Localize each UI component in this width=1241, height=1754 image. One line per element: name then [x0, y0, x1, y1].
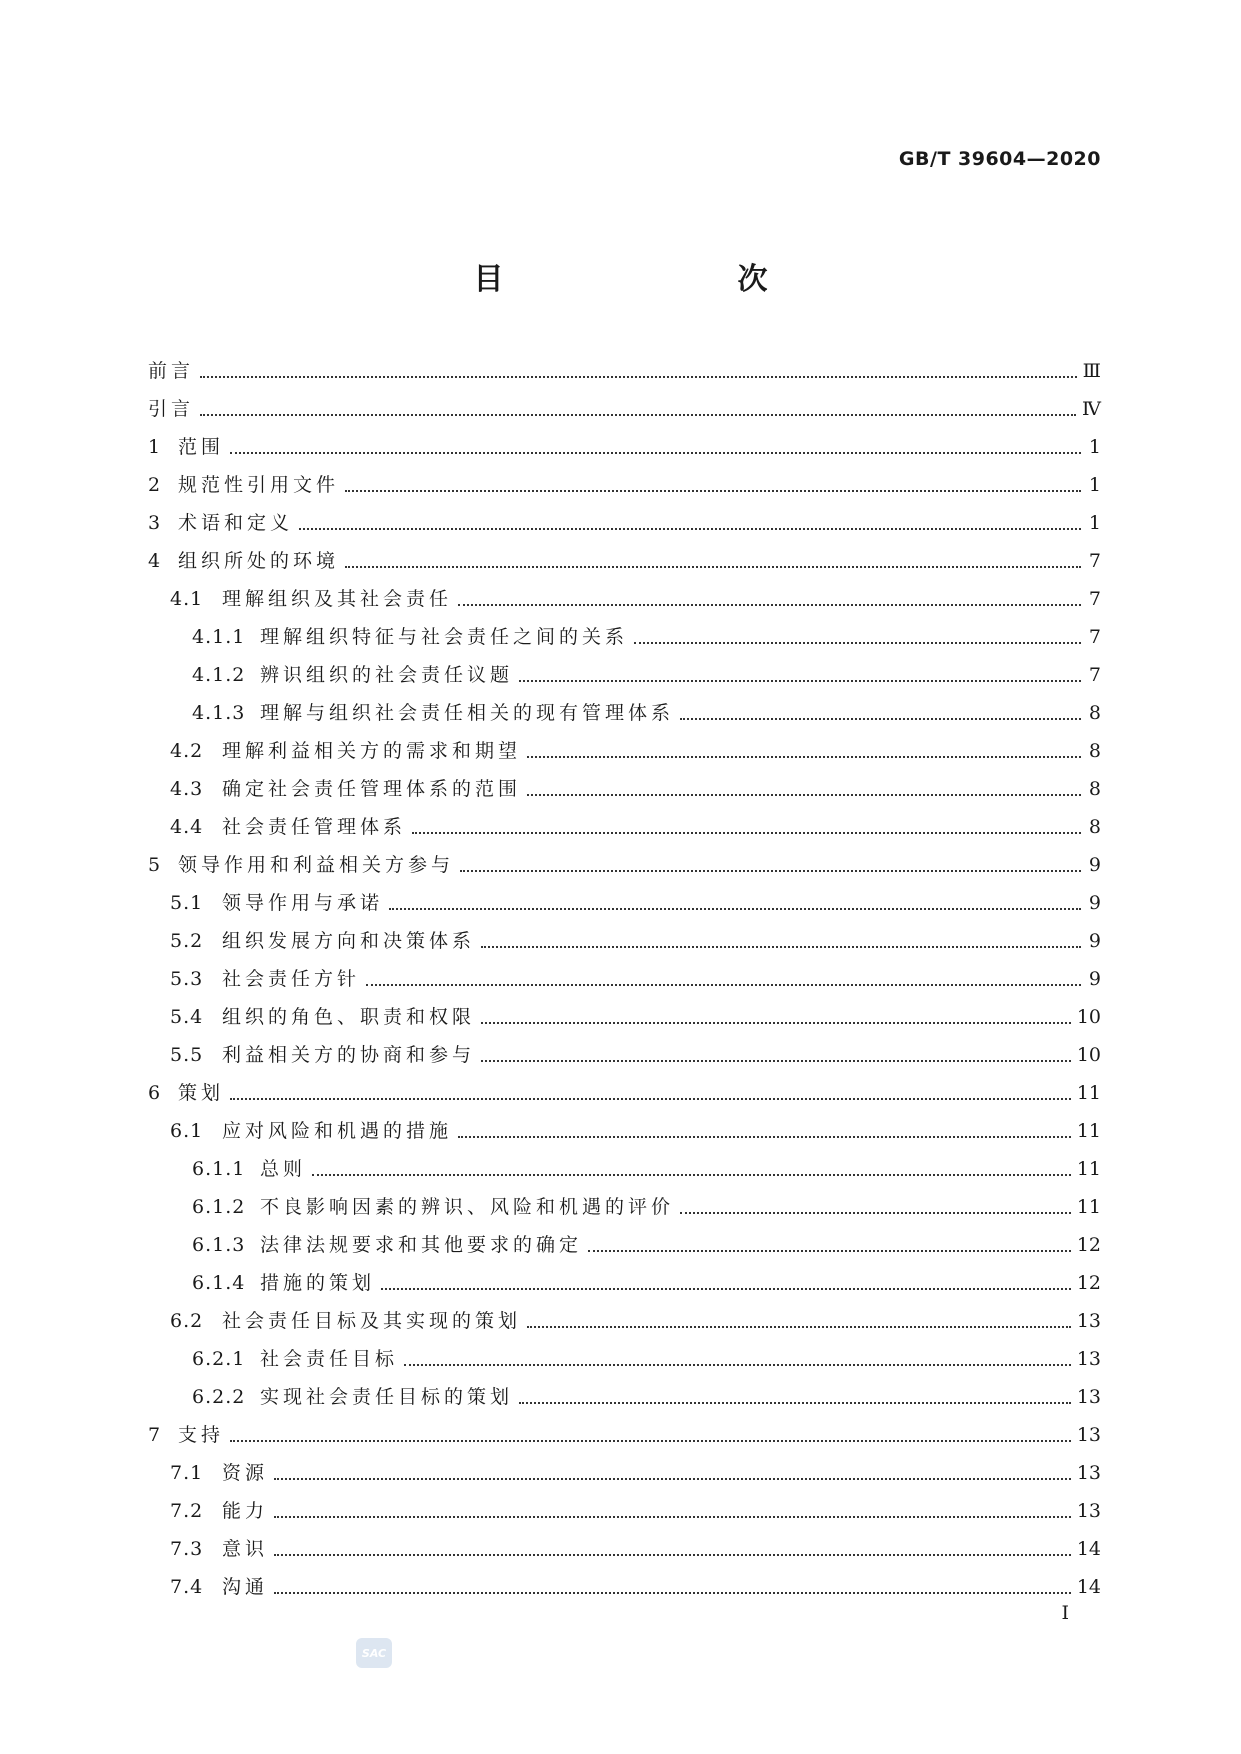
toc-entry-number: 4.1.3 — [192, 702, 246, 724]
toc-entry-number: 6.1.3 — [192, 1234, 246, 1256]
toc-entry-page: 1 — [1088, 436, 1101, 458]
toc-entry-page: Ⅳ — [1082, 398, 1101, 420]
toc-entry[interactable] — [148, 732, 1101, 770]
toc-dot-leader — [381, 1288, 1071, 1290]
toc-dot-leader — [200, 376, 1077, 378]
toc-entry[interactable] — [148, 580, 1101, 618]
toc-entry[interactable] — [148, 1302, 1101, 1340]
toc-entry-number: 5.2 — [170, 930, 204, 952]
toc-entry[interactable] — [148, 1492, 1101, 1530]
toc-dot-leader — [519, 680, 1081, 682]
page-title: 目 次 — [473, 262, 826, 297]
standard-code: GB/T 39604—2020 — [898, 148, 1101, 170]
toc-entry-number: 5.3 — [170, 968, 204, 990]
toc-entry-page: 10 — [1076, 1044, 1101, 1066]
toc-entry-page: 11 — [1076, 1196, 1101, 1218]
toc-dot-leader — [527, 794, 1081, 796]
toc-entry-number: 5.4 — [170, 1006, 204, 1028]
toc-entry-label: 理解组织特征与社会责任之间的关系 — [260, 626, 629, 648]
toc-entry-number: 7.4 — [170, 1576, 204, 1598]
toc-entry-number: 6.2 — [170, 1310, 204, 1332]
toc-dot-leader — [481, 1060, 1071, 1062]
table-of-contents — [148, 352, 1101, 1606]
toc-entry-label: 总则 — [260, 1158, 307, 1180]
toc-entry-label: 组织发展方向和决策体系 — [222, 930, 476, 952]
toc-entry-label: 应对风险和机遇的措施 — [222, 1120, 453, 1142]
toc-entry-number: 4.1.1 — [192, 626, 246, 648]
toc-dot-leader — [274, 1478, 1071, 1480]
toc-entry[interactable] — [148, 504, 1101, 542]
toc-entry-page: 7 — [1088, 588, 1101, 610]
toc-entry-label: 法律法规要求和其他要求的确定 — [260, 1234, 583, 1256]
toc-entry-page: 7 — [1088, 550, 1101, 572]
toc-entry-label: 社会责任目标及其实现的策划 — [222, 1310, 522, 1332]
toc-entry-number: 3 — [148, 512, 162, 534]
toc-entry[interactable] — [148, 1378, 1101, 1416]
toc-entry-page: 8 — [1088, 816, 1101, 838]
toc-entry-number: 4.1.2 — [192, 664, 246, 686]
toc-entry-number: 6.1.1 — [192, 1158, 246, 1180]
toc-entry-number: 7.3 — [170, 1538, 204, 1560]
toc-entry-page: 1 — [1088, 474, 1101, 496]
toc-entry-label: 组织所处的环境 — [178, 550, 340, 572]
toc-entry[interactable] — [148, 1568, 1101, 1606]
toc-entry[interactable] — [148, 466, 1101, 504]
toc-entry[interactable] — [148, 960, 1101, 998]
toc-dot-leader — [460, 870, 1081, 872]
toc-entry-label: 利益相关方的协商和参与 — [222, 1044, 476, 1066]
toc-entry-page: 11 — [1076, 1120, 1101, 1142]
toc-dot-leader — [527, 756, 1081, 758]
toc-entry-page: 10 — [1076, 1006, 1101, 1028]
toc-entry-label: 措施的策划 — [260, 1272, 376, 1294]
toc-entry-number: 7 — [148, 1424, 162, 1446]
toc-entry-page: 1 — [1088, 512, 1101, 534]
toc-entry[interactable] — [148, 352, 1101, 390]
toc-entry-page: 14 — [1076, 1576, 1101, 1598]
toc-entry[interactable] — [148, 1226, 1101, 1264]
toc-entry-page: 12 — [1076, 1234, 1101, 1256]
toc-entry-page: 13 — [1076, 1310, 1101, 1332]
toc-dot-leader — [230, 452, 1081, 454]
toc-entry-label: 不良影响因素的辨识、风险和机遇的评价 — [260, 1196, 675, 1218]
toc-entry-number: 6 — [148, 1082, 162, 1104]
toc-dot-leader — [458, 1136, 1071, 1138]
toc-entry-page: 9 — [1088, 968, 1101, 990]
toc-entry-label: 社会责任目标 — [260, 1348, 399, 1370]
toc-dot-leader — [527, 1326, 1071, 1328]
toc-entry[interactable] — [148, 1340, 1101, 1378]
toc-entry-page: 11 — [1076, 1082, 1101, 1104]
toc-dot-leader — [274, 1592, 1071, 1594]
toc-dot-leader — [588, 1250, 1071, 1252]
toc-dot-leader — [404, 1364, 1071, 1366]
toc-entry-number: 5.5 — [170, 1044, 204, 1066]
toc-entry-label: 术语和定义 — [178, 512, 294, 534]
toc-entry-label: 辨识组织的社会责任议题 — [260, 664, 514, 686]
toc-entry[interactable] — [148, 1150, 1101, 1188]
toc-entry-number: 2 — [148, 474, 162, 496]
toc-entry-number: 4.2 — [170, 740, 204, 762]
toc-entry-label: 策划 — [178, 1082, 225, 1104]
toc-entry-number: 5.1 — [170, 892, 204, 914]
toc-entry[interactable] — [148, 1074, 1101, 1112]
toc-dot-leader — [345, 490, 1081, 492]
toc-entry-number: 4 — [148, 550, 162, 572]
toc-entry[interactable] — [148, 428, 1101, 466]
toc-entry-label: 确定社会责任管理体系的范围 — [222, 778, 522, 800]
toc-entry-label: 资源 — [222, 1462, 269, 1484]
toc-dot-leader — [230, 1098, 1071, 1100]
toc-entry-page: 11 — [1076, 1158, 1101, 1180]
toc-entry[interactable] — [148, 618, 1101, 656]
toc-entry-page: Ⅲ — [1082, 360, 1101, 382]
toc-entry[interactable] — [148, 390, 1101, 428]
toc-entry[interactable] — [148, 1112, 1101, 1150]
toc-entry-page: 8 — [1088, 702, 1101, 724]
toc-entry-number: 7.1 — [170, 1462, 204, 1484]
toc-dot-leader — [312, 1174, 1071, 1176]
toc-dot-leader — [481, 1022, 1071, 1024]
toc-dot-leader — [680, 1212, 1071, 1214]
toc-entry-number: 4.3 — [170, 778, 204, 800]
toc-dot-leader — [458, 604, 1081, 606]
toc-entry-number: 6.1.4 — [192, 1272, 246, 1294]
toc-entry-label: 前言 — [148, 360, 195, 382]
toc-entry-label: 组织的角色、职责和权限 — [222, 1006, 476, 1028]
toc-entry-number: 6.2.1 — [192, 1348, 246, 1370]
toc-entry[interactable] — [148, 922, 1101, 960]
toc-entry-number: 5 — [148, 854, 162, 876]
toc-dot-leader — [481, 946, 1081, 948]
toc-entry-number: 6.1.2 — [192, 1196, 246, 1218]
toc-entry[interactable] — [148, 808, 1101, 846]
toc-entry-label: 领导作用与承诺 — [222, 892, 384, 914]
toc-entry-page: 13 — [1076, 1500, 1101, 1522]
toc-entry-label: 领导作用和利益相关方参与 — [178, 854, 455, 876]
toc-dot-leader — [389, 908, 1081, 910]
toc-entry-page: 13 — [1076, 1424, 1101, 1446]
toc-entry-page: 8 — [1088, 740, 1101, 762]
toc-entry-page: 13 — [1076, 1386, 1101, 1408]
toc-entry[interactable] — [148, 884, 1101, 922]
toc-entry-label: 规范性引用文件 — [178, 474, 340, 496]
toc-entry[interactable] — [148, 694, 1101, 732]
toc-entry-page: 9 — [1088, 930, 1101, 952]
toc-entry-label: 引言 — [148, 398, 195, 420]
toc-entry-label: 社会责任管理体系 — [222, 816, 407, 838]
toc-entry-number: 6.1 — [170, 1120, 204, 1142]
toc-entry[interactable] — [148, 1454, 1101, 1492]
toc-dot-leader — [200, 414, 1076, 416]
toc-dot-leader — [274, 1554, 1071, 1556]
toc-entry-number: 6.2.2 — [192, 1386, 246, 1408]
toc-entry-page: 14 — [1076, 1538, 1101, 1560]
toc-dot-leader — [366, 984, 1081, 986]
toc-entry-page: 8 — [1088, 778, 1101, 800]
toc-dot-leader — [274, 1516, 1071, 1518]
toc-dot-leader — [412, 832, 1081, 834]
toc-entry[interactable] — [148, 1416, 1101, 1454]
toc-entry[interactable] — [148, 998, 1101, 1036]
toc-entry[interactable] — [148, 542, 1101, 580]
toc-entry[interactable] — [148, 1036, 1101, 1074]
toc-entry-number: 4.1 — [170, 588, 204, 610]
toc-entry-label: 理解与组织社会责任相关的现有管理体系 — [260, 702, 675, 724]
toc-entry[interactable] — [148, 1188, 1101, 1226]
toc-entry[interactable] — [148, 656, 1101, 694]
toc-entry-label: 社会责任方针 — [222, 968, 361, 990]
toc-entry-number: 4.4 — [170, 816, 204, 838]
toc-entry-label: 支持 — [178, 1424, 225, 1446]
toc-dot-leader — [519, 1402, 1071, 1404]
toc-entry-page: 12 — [1076, 1272, 1101, 1294]
toc-entry-page: 9 — [1088, 892, 1101, 914]
toc-entry-page: 13 — [1076, 1348, 1101, 1370]
toc-dot-leader — [634, 642, 1081, 644]
toc-dot-leader — [345, 566, 1081, 568]
toc-entry-label: 能力 — [222, 1500, 269, 1522]
toc-entry-number: 7.2 — [170, 1500, 204, 1522]
toc-dot-leader — [299, 528, 1081, 530]
page-number: Ⅰ — [1061, 1602, 1069, 1624]
toc-entry-page: 9 — [1088, 854, 1101, 876]
toc-entry-label: 实现社会责任目标的策划 — [260, 1386, 514, 1408]
toc-entry[interactable] — [148, 846, 1101, 884]
toc-entry-label: 理解利益相关方的需求和期望 — [222, 740, 522, 762]
toc-entry-number: 1 — [148, 436, 162, 458]
toc-dot-leader — [680, 718, 1081, 720]
toc-entry-label: 理解组织及其社会责任 — [222, 588, 453, 610]
toc-entry-label: 范围 — [178, 436, 225, 458]
toc-entry[interactable] — [148, 770, 1101, 808]
toc-entry[interactable] — [148, 1530, 1101, 1568]
toc-entry-page: 7 — [1088, 626, 1101, 648]
toc-entry[interactable] — [148, 1264, 1101, 1302]
toc-dot-leader — [230, 1440, 1071, 1442]
toc-entry-label: 沟通 — [222, 1576, 269, 1598]
toc-entry-page: 7 — [1088, 664, 1101, 686]
toc-entry-label: 意识 — [222, 1538, 269, 1560]
toc-entry-page: 13 — [1076, 1462, 1101, 1484]
sac-logo-icon: SAC — [356, 1638, 392, 1668]
